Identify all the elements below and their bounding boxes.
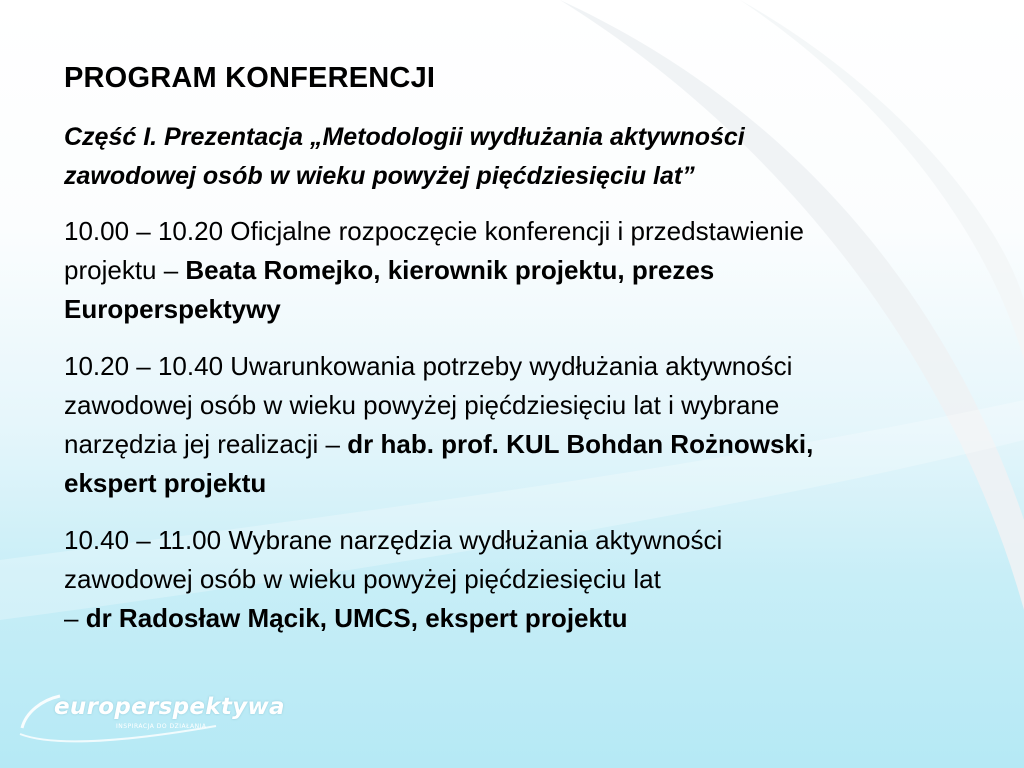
agenda-text: projektu – xyxy=(64,255,186,285)
agenda-text: – xyxy=(64,603,86,633)
agenda-text: 10.40 – 11.00 Wybrane narzędzia wydłużania aktywności xyxy=(64,525,723,555)
subtitle-line: Część I. Prezentacja „Metodologii wydłużania aktywności xyxy=(64,123,745,151)
speaker-name: ekspert projektu xyxy=(64,468,267,498)
agenda-text: zawodowej osób w wieku powyżej pięćdziesięciu lat xyxy=(64,564,661,594)
speaker-name: dr Radosław Mącik, UMCS, ekspert projektu xyxy=(85,603,628,633)
speaker-name: Beata Romejko, kierownik projektu, prezes xyxy=(185,255,715,285)
slide-subtitle xyxy=(64,118,964,196)
subtitle-line: zawodowej osób w wieku powyżej pięćdziesięciu lat” xyxy=(64,162,695,190)
agenda-text: 10.20 – 10.40 Uwarunkowania potrzeby wydłużania aktywności xyxy=(64,351,793,381)
speaker-name: Europerspektywy xyxy=(64,294,281,324)
europerspektywa-logo xyxy=(16,690,285,750)
agenda-text: 10.00 – 10.20 Oficjalne rozpoczęcie konferencji i przedstawienie xyxy=(64,216,804,246)
logo-tagline: INSPIRACJA DO DZIAŁANIA xyxy=(116,723,207,730)
agenda-text: narzędzia jej realizacji – xyxy=(64,429,348,459)
speaker-name: dr hab. prof. KUL Bohdan Rożnowski, xyxy=(347,429,814,459)
agenda-item-3 xyxy=(64,521,964,638)
logo-wordmark: europerspektywa xyxy=(54,694,285,720)
agenda-item-2 xyxy=(64,347,964,503)
slide-title: PROGRAM KONFERENCJI xyxy=(64,62,436,94)
agenda-item-1 xyxy=(64,212,964,329)
slide-content xyxy=(64,60,964,656)
agenda-text: zawodowej osób w wieku powyżej pięćdziesięciu lat i wybrane xyxy=(64,390,780,420)
